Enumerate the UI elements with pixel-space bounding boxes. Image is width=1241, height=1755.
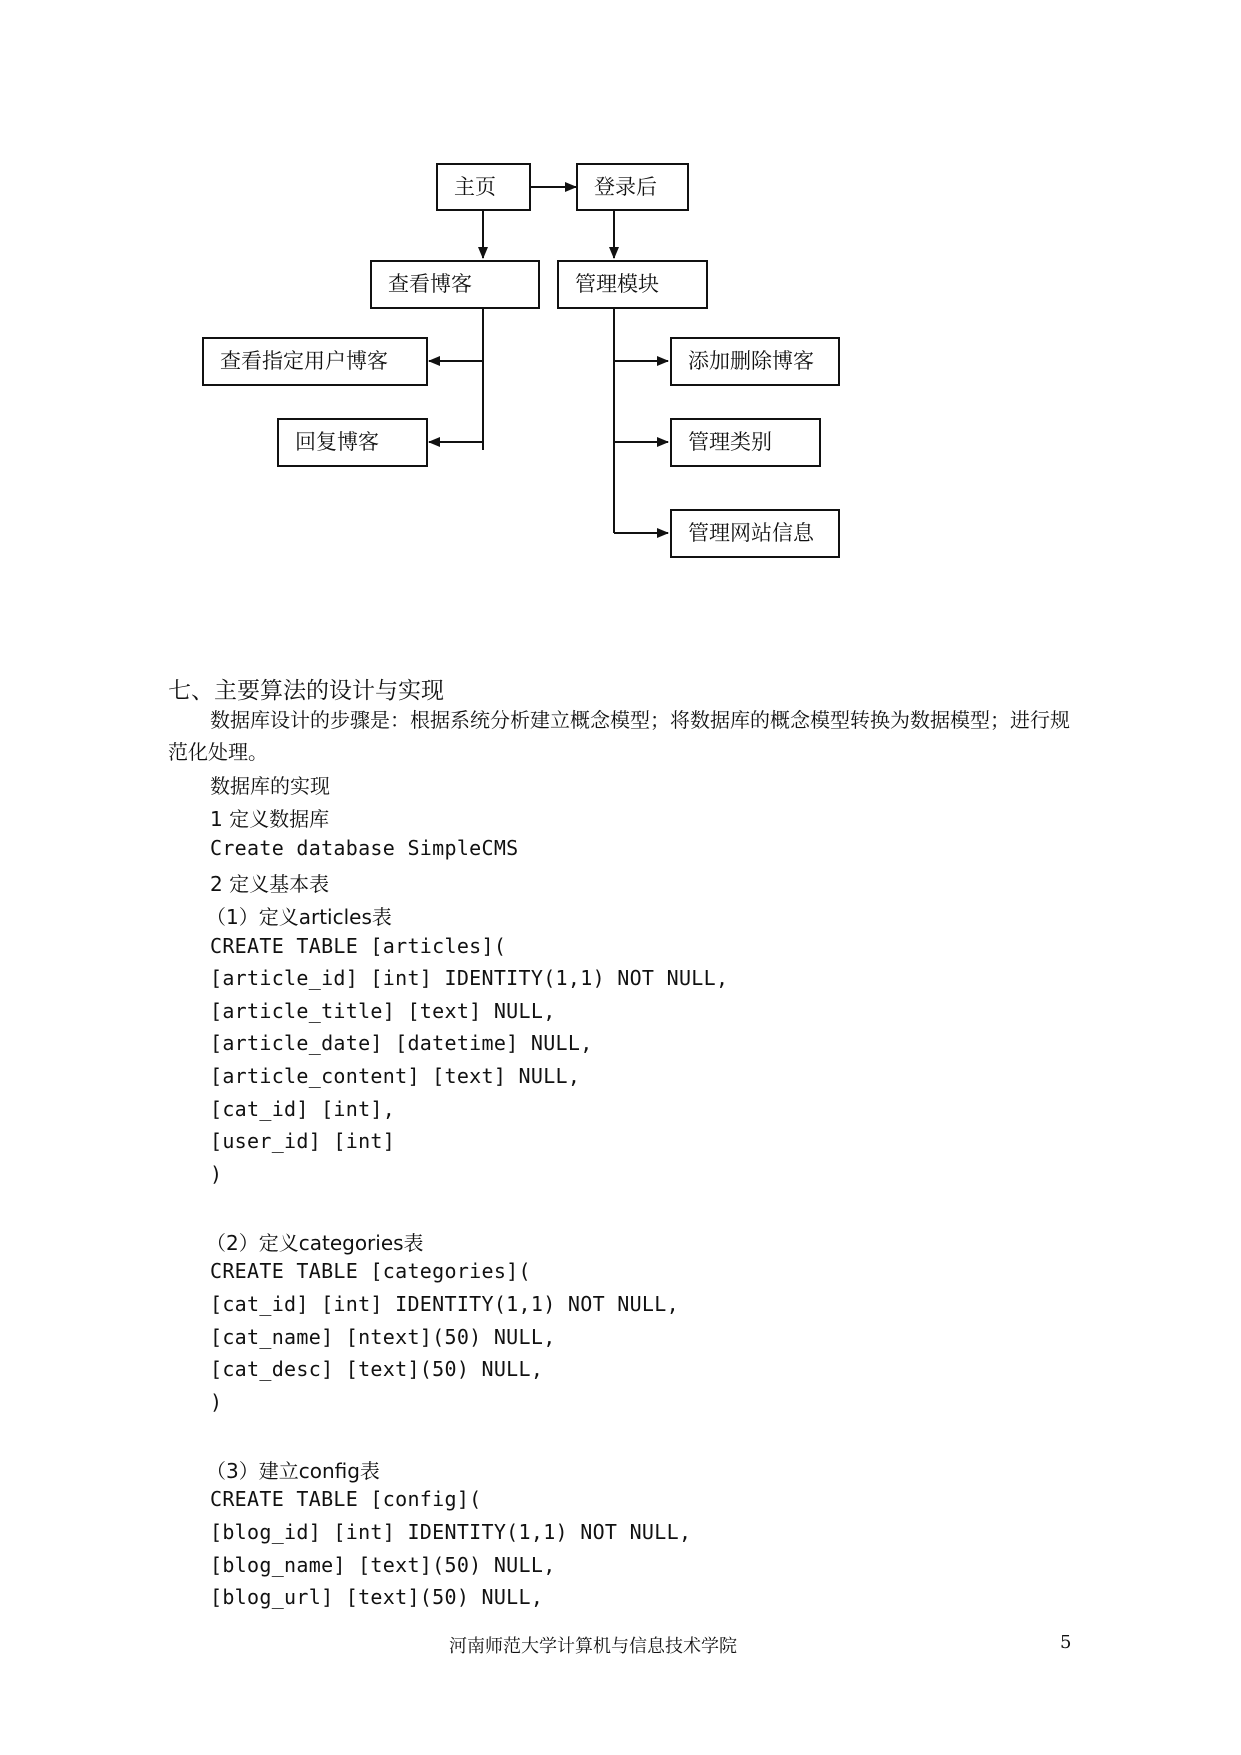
- articles-line: [user_id] [int]: [210, 1129, 396, 1153]
- categories-line: [cat_id] [int] IDENTITY(1,1) NOT NULL,: [210, 1292, 679, 1316]
- config-line: [blog_name] [text](50) NULL,: [210, 1553, 556, 1577]
- create-db-statement: Create database SimpleCMS: [210, 836, 519, 860]
- step1-label: 1 定义数据库: [210, 807, 330, 831]
- categories-line: CREATE TABLE [categories](: [210, 1259, 531, 1283]
- node-reply-blog: 回复博客: [277, 418, 428, 467]
- footer-institution: 河南师范大学计算机与信息技术学院: [449, 1636, 737, 1657]
- node-add-delete-blog: 添加删除博客: [670, 337, 840, 386]
- node-view-blog: 查看博客: [370, 260, 540, 309]
- step2-label: 2 定义基本表: [210, 872, 330, 896]
- node-home: 主页: [436, 163, 531, 211]
- node-view-user-blog: 查看指定用户博客: [202, 337, 428, 386]
- articles-title: （1）定义articles表: [206, 905, 392, 929]
- articles-line: [article_date] [datetime] NULL,: [210, 1031, 593, 1055]
- articles-line: ): [210, 1162, 223, 1186]
- categories-line: [cat_desc] [text](50) NULL,: [210, 1357, 544, 1381]
- node-manage-module: 管理模块: [557, 260, 708, 309]
- node-manage-category: 管理类别: [670, 418, 821, 467]
- categories-line: ): [210, 1390, 223, 1414]
- config-line: [blog_url] [text](50) NULL,: [210, 1585, 544, 1609]
- config-line: [blog_id] [int] IDENTITY(1,1) NOT NULL,: [210, 1520, 692, 1544]
- articles-line: [article_content] [text] NULL,: [210, 1064, 581, 1088]
- config-line: CREATE TABLE [config](: [210, 1487, 482, 1511]
- articles-line: [article_title] [text] NULL,: [210, 999, 556, 1023]
- categories-line: [cat_name] [ntext](50) NULL,: [210, 1325, 556, 1349]
- db-impl-label: 数据库的实现: [210, 774, 330, 798]
- page-number: 5: [1060, 1632, 1072, 1653]
- section-heading: 七、主要算法的设计与实现: [168, 678, 444, 704]
- intro-paragraph: 数据库设计的步骤是：根据系统分析建立概念模型；将数据库的概念模型转换为数据模型；进行规范化处理。: [168, 708, 1070, 764]
- articles-line: [article_id] [int] IDENTITY(1,1) NOT NULL,: [210, 966, 729, 990]
- categories-title: （2）定义categories表: [206, 1231, 424, 1255]
- config-title: （3）建立config表: [206, 1459, 380, 1483]
- node-manage-site-info: 管理网站信息: [670, 509, 840, 558]
- articles-line: [cat_id] [int],: [210, 1097, 396, 1121]
- articles-line: CREATE TABLE [articles](: [210, 934, 507, 958]
- node-after-login: 登录后: [576, 163, 689, 211]
